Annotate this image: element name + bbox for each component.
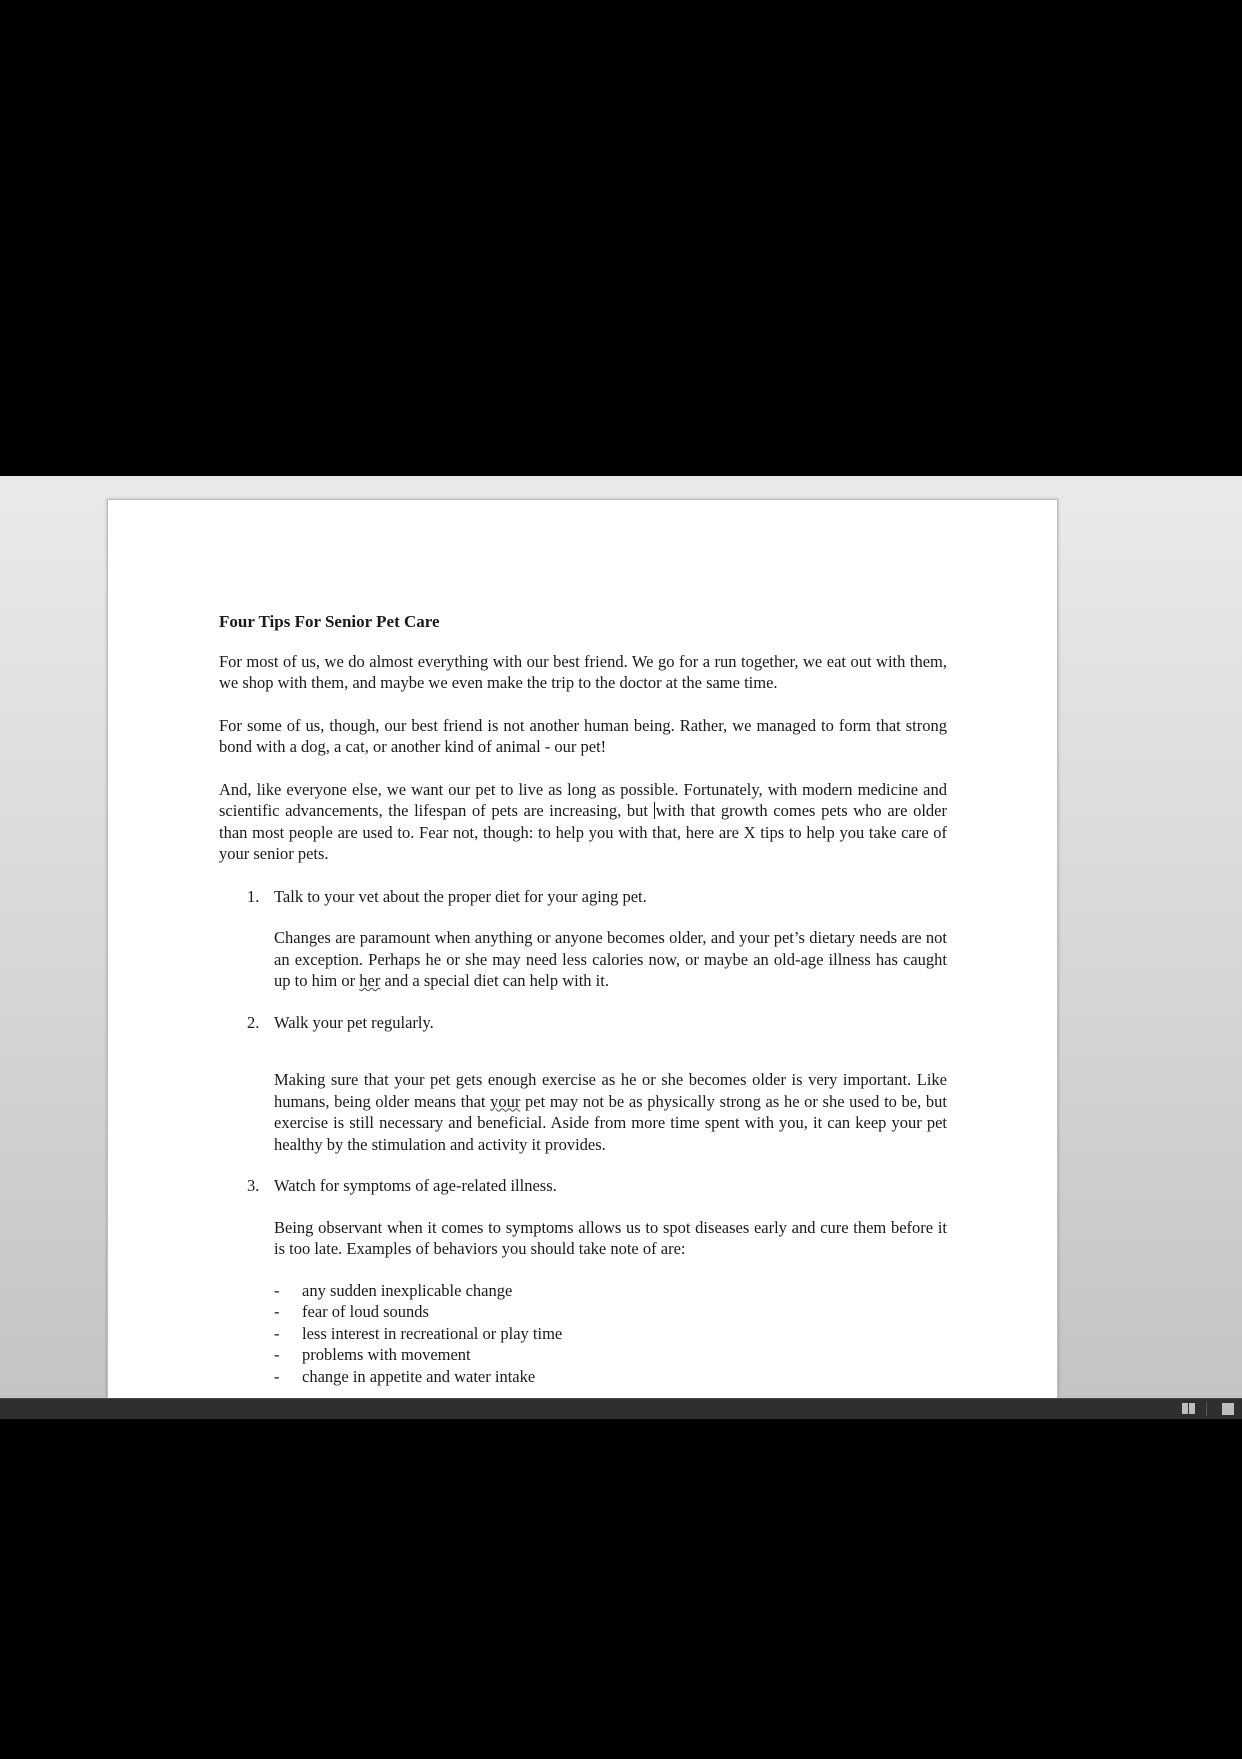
list-item	[274, 1301, 947, 1323]
document-page[interactable]	[107, 499, 1058, 1398]
status-bar	[0, 1398, 1242, 1419]
bullet-dash: -	[274, 1366, 280, 1386]
tip-body-text: and a special diet can help with it.	[380, 971, 609, 990]
paragraph-text: with that growth comes pets who are older than most people are used to. Fear not, though: to help you with that, here are X tips to help you take care of your senior pets.	[219, 801, 947, 863]
intro-paragraph-1: For most of us, we do almost everything with our best friend. We go for a run together, we eat out with them, we shop with them, and maybe we even make the trip to the doctor at the same time.	[219, 651, 947, 692]
tip-body-text: pet may not be as physically strong as he or she used to be, but exercise is still necessary and beneficial. Aside from more time spent with you, it can keep your pet healthy by the stimulation and activity it provides.	[274, 1091, 947, 1154]
status-divider	[1206, 1402, 1207, 1416]
list-item	[274, 1366, 947, 1388]
read-mode-icon[interactable]	[1182, 1403, 1196, 1415]
tip-body-text: Changes are paramount when anything or anyone becomes older, and your pet’s dietary needs are not an exception. Perhaps he or she may need less calories now, or maybe an old-age illness has caught up to him or	[274, 928, 947, 990]
list-number: 3.	[247, 1176, 260, 1195]
tip-1-body	[219, 927, 947, 992]
tip-1-heading	[219, 886, 947, 908]
text-cursor	[654, 802, 655, 819]
bullet-dash: -	[274, 1280, 280, 1300]
list-number: 2.	[247, 1012, 260, 1032]
tip-body-text: Making sure that your pet gets enough exercise as he or she becomes older is very important. Like humans, being older means that	[274, 1070, 947, 1111]
flagged-word[interactable]: her	[359, 971, 381, 990]
list-item	[274, 1323, 947, 1345]
document-workspace[interactable]	[0, 476, 1242, 1398]
paragraph-text: And, like everyone else, we want our pet to live as long as possible. Fortunately, with modern medicine and scientific advancements, the lifespan of pets are increasing, but	[219, 779, 947, 820]
list-item	[274, 1280, 947, 1302]
tip-heading-text: Walk your pet regularly.	[274, 1012, 434, 1032]
intro-paragraph-2: For some of us, though, our best friend is not another human being. Rather, we managed to form that strong bond with a dog, a cat, or another kind of animal - our pet!	[219, 715, 947, 756]
list-item	[274, 1344, 947, 1366]
list-item-text: less interest in recreational or play time	[302, 1323, 563, 1343]
list-item-text: fear of loud sounds	[302, 1302, 429, 1321]
list-item-text: any sudden inexplicable change	[302, 1280, 513, 1300]
bullet-dash: -	[274, 1302, 280, 1321]
tip-2-heading	[219, 1012, 947, 1034]
tip-2-body	[219, 1069, 947, 1155]
bullet-dash: -	[274, 1345, 280, 1364]
document-title: Four Tips For Senior Pet Care	[219, 612, 440, 631]
flagged-word[interactable]: your	[490, 1091, 521, 1111]
list-item-text: change in appetite and water intake	[302, 1366, 536, 1386]
list-number: 1.	[247, 886, 260, 906]
tip-heading-text: Watch for symptoms of age-related illness.	[274, 1176, 557, 1195]
tip-heading-text: Talk to your vet about the proper diet for your aging pet.	[274, 886, 647, 906]
print-layout-icon[interactable]	[1222, 1403, 1234, 1415]
bullet-dash: -	[274, 1323, 280, 1343]
symptom-list	[219, 1280, 947, 1388]
tip-3-body: Being observant when it comes to symptoms allows us to spot diseases early and cure them before it is too late. Examples of behaviors you should take note of are:	[274, 1217, 947, 1258]
list-item-text: problems with movement	[302, 1345, 471, 1364]
page-body[interactable]	[219, 611, 947, 1387]
intro-paragraph-3	[219, 779, 947, 865]
tip-3-heading	[219, 1175, 947, 1197]
